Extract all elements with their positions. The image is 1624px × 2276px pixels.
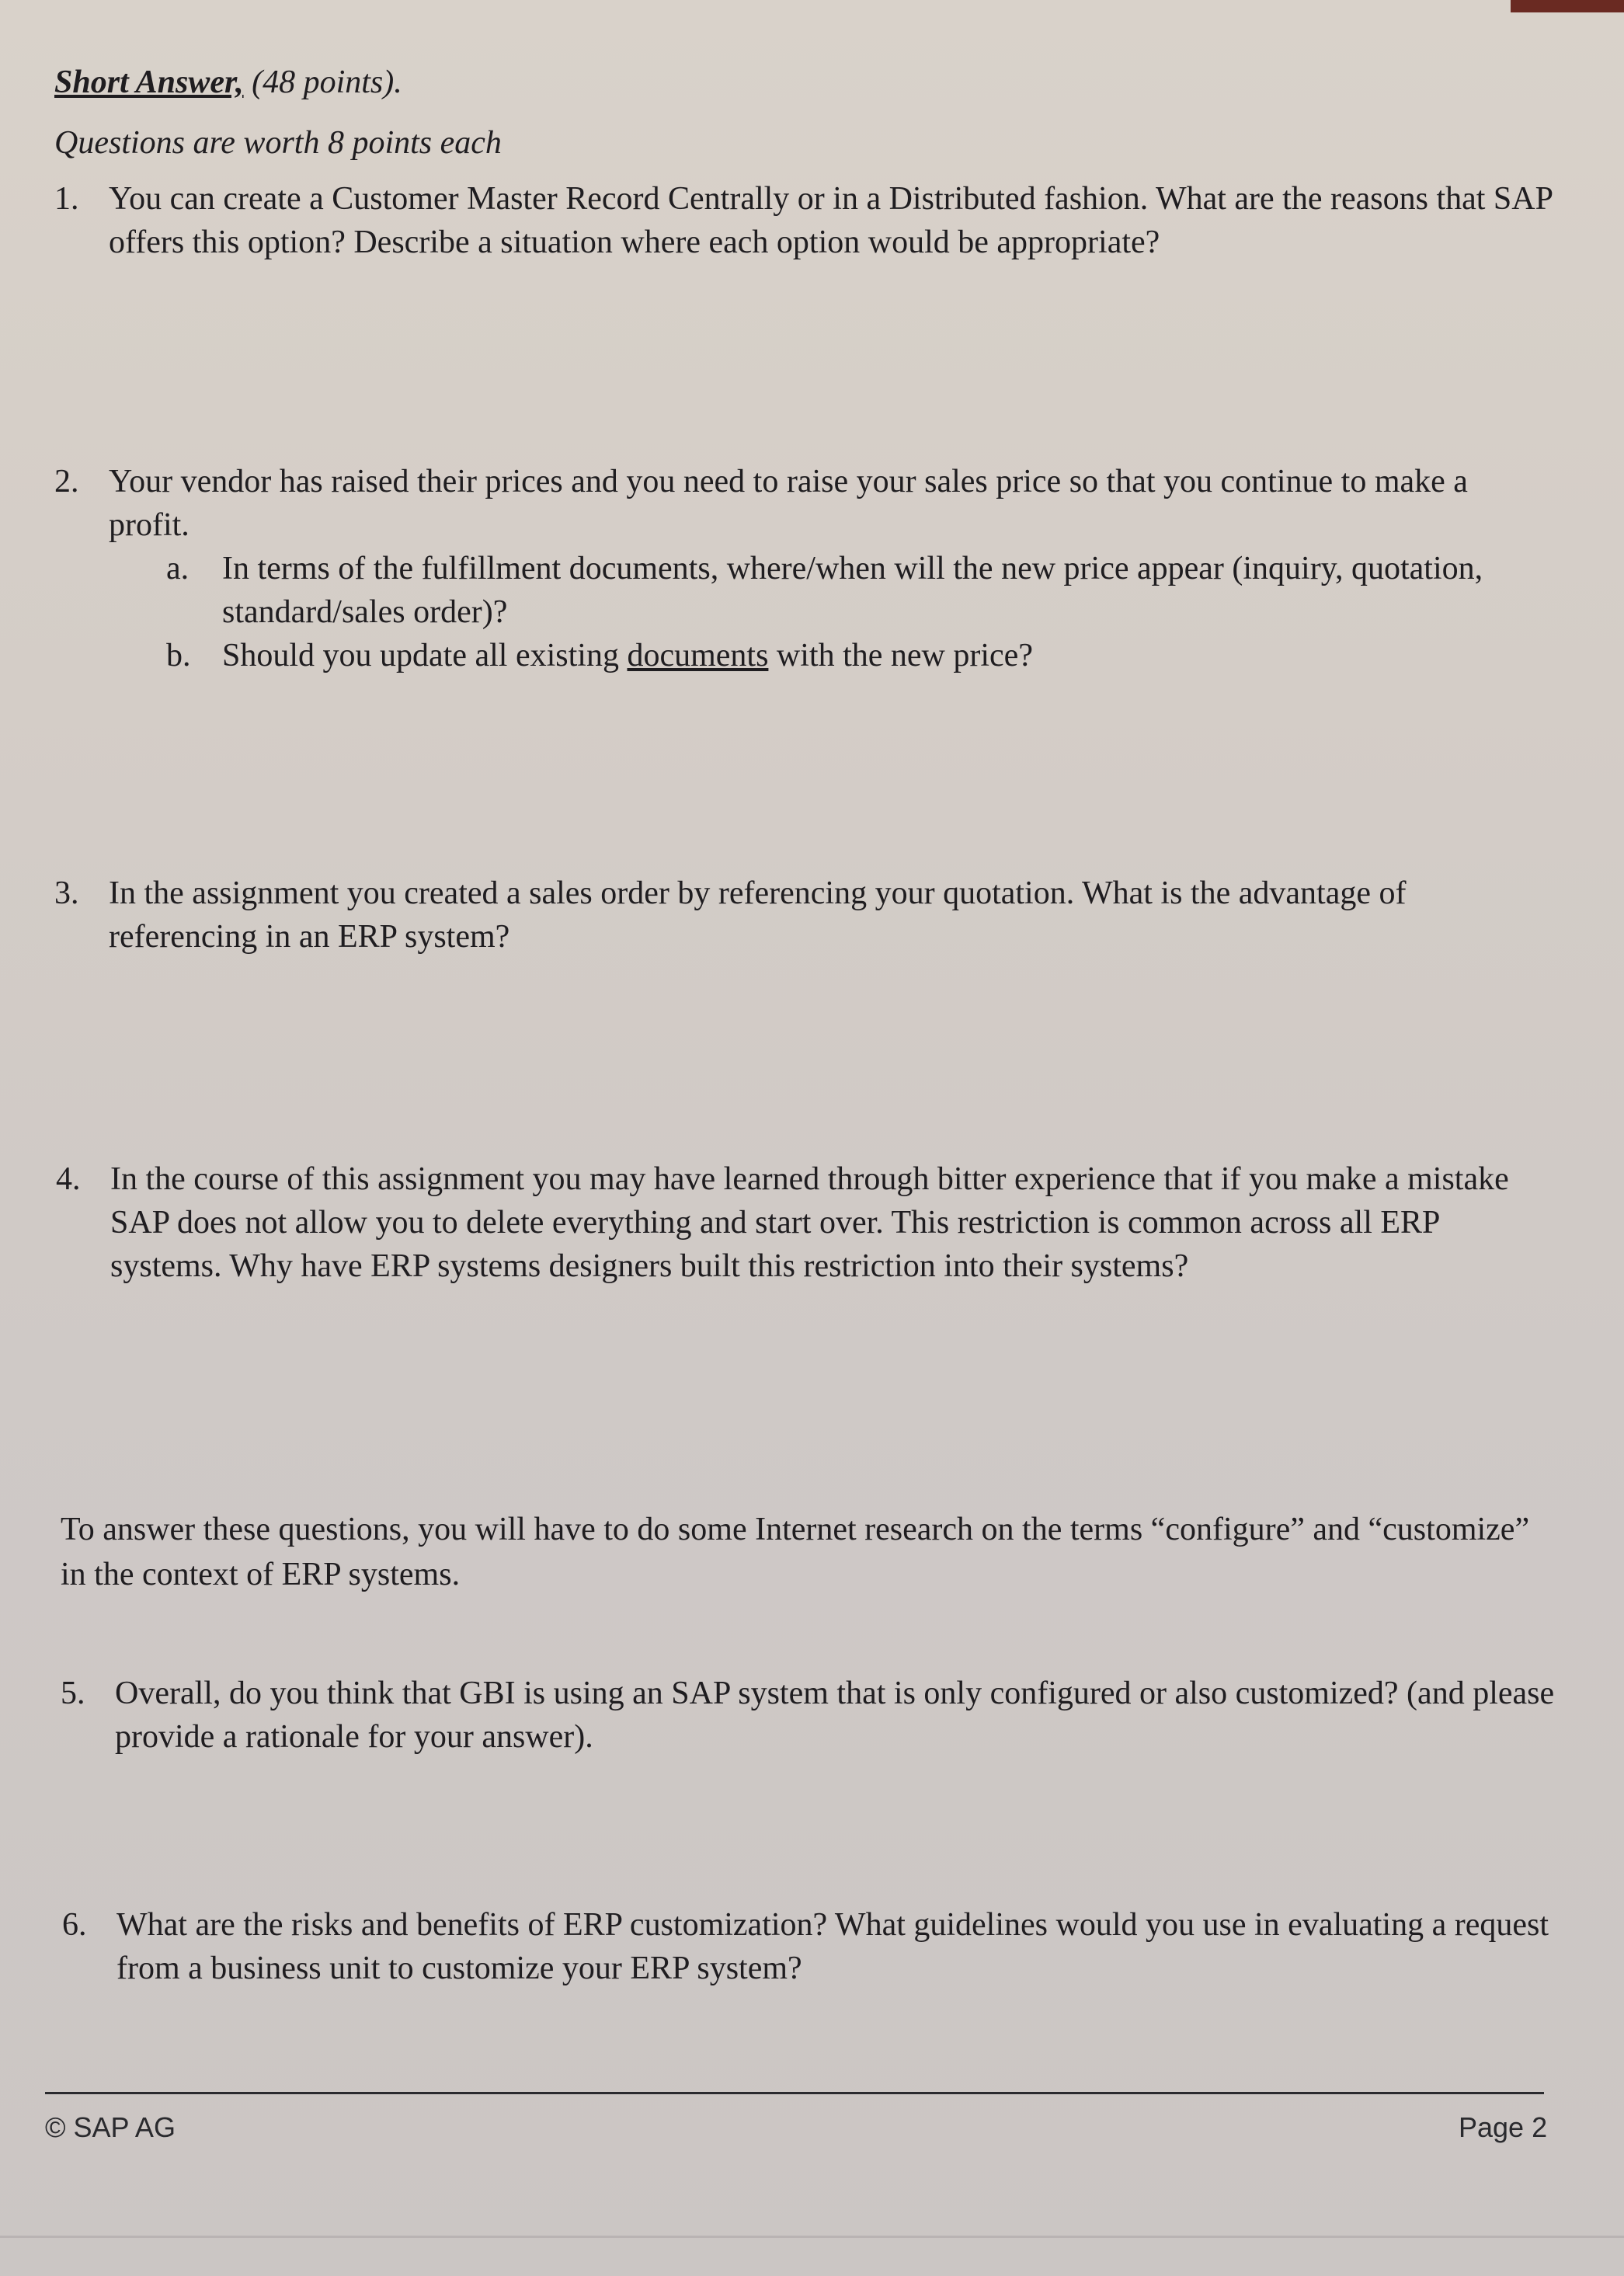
part-letter: a. xyxy=(166,551,190,586)
question-number: 4. xyxy=(56,1161,81,1197)
question-number: 3. xyxy=(54,875,79,911)
question-1 xyxy=(54,177,1553,264)
part-text-after: with the new price? xyxy=(768,638,1033,673)
question-5 xyxy=(61,1672,1560,1759)
part-text-before: Should you update all existing xyxy=(222,638,628,673)
question-text: What are the risks and benefits of ERP customization? What guidelines would you use in evaluating a request from a business unit to customize your ERP system? xyxy=(116,1907,1549,1986)
question-text: Overall, do you think that GBI is using an SAP system that is only configured or also customized? (and please provide a rationale for your answer). xyxy=(115,1676,1555,1755)
question-number: 6. xyxy=(62,1907,87,1943)
footer-divider xyxy=(45,2092,1544,2094)
paper-bottom-edge xyxy=(0,2236,1624,2238)
question-2-part-b xyxy=(166,634,1549,677)
research-instruction: To answer these questions, you will have to do some Internet research on the terms “configure” and “customize” in the context of ERP systems. xyxy=(61,1512,1530,1592)
section-title: Short Answer, xyxy=(54,64,244,100)
corner-binding-mark xyxy=(1511,0,1624,12)
part-text xyxy=(222,634,1549,677)
question-2-part-a xyxy=(166,547,1549,634)
section-points: (48 points). xyxy=(252,64,402,100)
part-text: In terms of the fulfillment documents, where/when will the new price appear (inquiry, quotation, standard/sales order)? xyxy=(222,551,1483,630)
question-text: In the assignment you created a sales order by referencing your quotation. What is the advantage of referencing in an ERP system? xyxy=(109,875,1407,955)
question-4 xyxy=(56,1157,1555,1288)
question-text: In the course of this assignment you may have learned through bitter experience that if you make a mistake SAP does not allow you to delete everything and start over. This restriction is common across all ERP systems. Why have ERP systems designers built this restriction into their systems? xyxy=(110,1161,1509,1284)
question-text: You can create a Customer Master Record Centrally or in a Distributed fashion. What are the reasons that SAP offers this option? Describe a situation where each option would be appropriate? xyxy=(109,181,1553,260)
part-text-underlined: documents xyxy=(627,638,769,673)
question-number: 1. xyxy=(54,181,79,217)
question-3 xyxy=(54,872,1553,959)
footer-copyright: © SAP AG xyxy=(45,2111,176,2143)
question-2 xyxy=(54,460,1553,547)
question-number: 2. xyxy=(54,464,79,499)
footer-page-number: Page 2 xyxy=(1459,2111,1548,2143)
part-letter: b. xyxy=(166,638,191,673)
question-text: Your vendor has raised their prices and you need to raise your sales price so that you continue to make a profit. xyxy=(109,464,1468,543)
question-number: 5. xyxy=(61,1676,85,1711)
section-subtitle: Questions are worth 8 points each xyxy=(54,125,502,161)
question-6 xyxy=(62,1903,1561,1990)
section-heading xyxy=(54,61,402,104)
